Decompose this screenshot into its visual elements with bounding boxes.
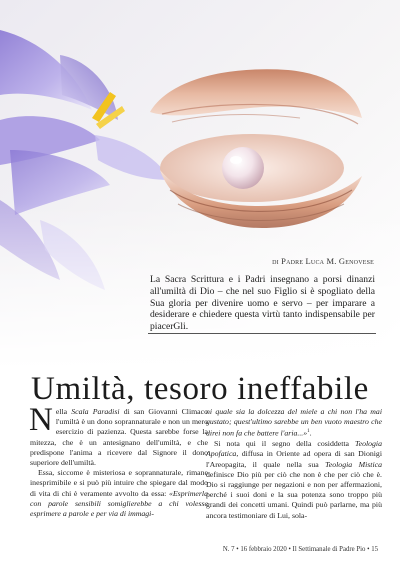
lead-divider [148,333,376,334]
footnote-marker: 1 [307,429,310,435]
paragraph: ni quale sia la dolcezza del miele a chi non l'ha mai gustato; quest'ultimo sarebbe un ben vuoto maestro che direi non fa che battere l'aria...»$^1$. [206,407,382,438]
article-column-right [206,407,382,521]
page-footer: N. 7 • 16 febbraio 2020 • Il Settimanale di Padre Pio • 15 [222,546,378,553]
paragraph: Si nota qui il segno della cosiddetta Teologia Apofatica, diffusa in Oriente ad opera di san Dionigi l'Areopagita, il quale nella sua Teologia Mistica definisce Dio più per ciò che non è che per ciò che è. Dio si raggiunge per negazioni e non per affermazioni, perché i suoi doni e la sua potenza sono troppo più grandi dei concetti umani. Quindi può parlarne, ma più ancora testimoniare di Lui, sola- [206,439,382,520]
paragraph: Nella Scala Paradisi di san Giovanni Climaco l'umiltà è un dono soprannaturale e non un mero esercizio di pazienza. Questa sarebbe forse la mitezza, che è un antesignano dell'umiltà, e che predispone l'anima a ricevere dal Signore il dono superiore dell'umiltà. [29,402,208,468]
author-byline: di Padre Luca M. Genovese [272,256,374,266]
lead-paragraph: La Sacra Scrittura e i Padri insegnano a porsi dinanzi all'umiltà di Dio – che nel suo Figlio si è spogliato della Sua gloria per divenire uomo e servo – per imparare a desiderare e chiedere questa virtù tanto indispensabile per piacerGli. [150,274,375,333]
drop-cap: N [29,402,53,438]
article-column-left [29,402,208,519]
article-title: Umiltà, tesoro ineffabile [31,371,369,408]
paragraph: Essa, siccome è misteriosa e soprannaturale, rimane inesprimibile e si può più intuire che spiegare dal modo di vita di chi è veramente avvolto da essa: «Esprimerla con parole sensibili somiglierebbe a chi volesse esprimere a parole e per via di immagi- [30,468,208,519]
